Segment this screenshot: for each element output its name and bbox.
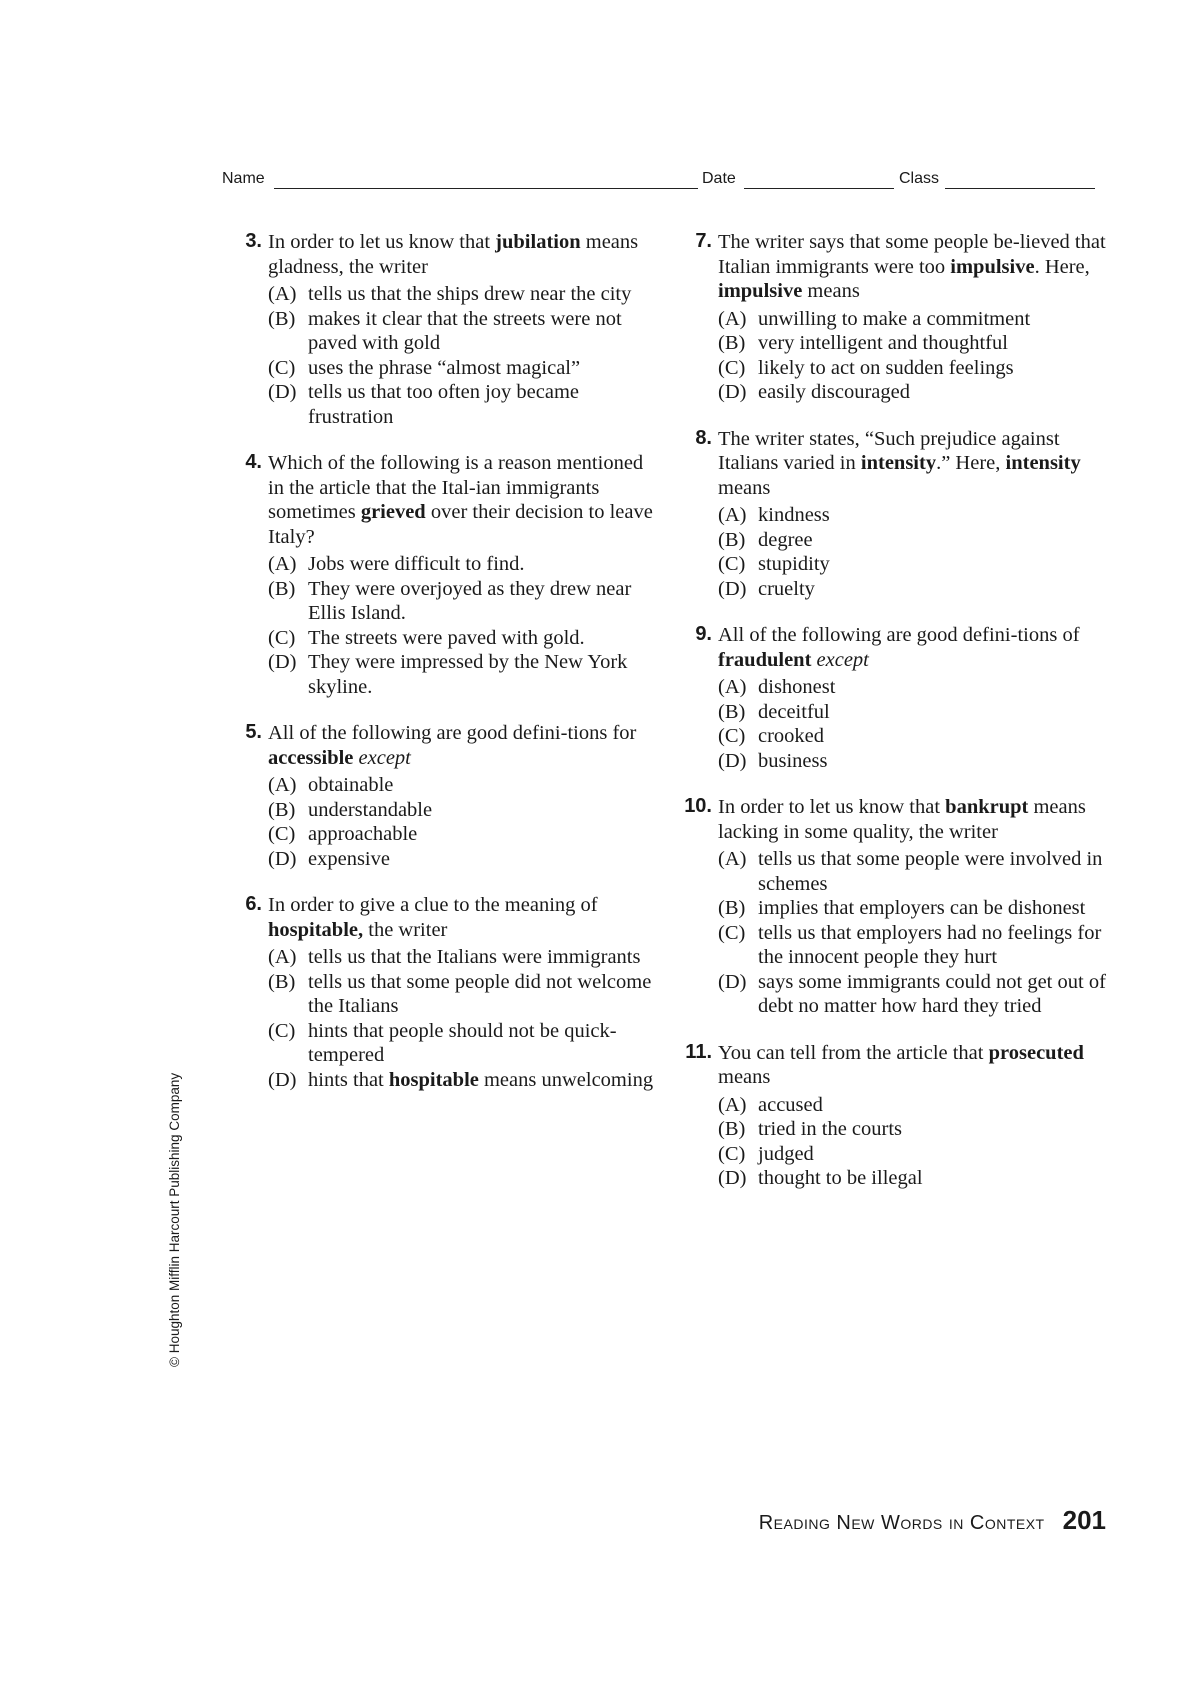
answer-option [718,970,1114,1019]
option-text [758,1118,902,1140]
text-run: . Here, [1034,255,1090,278]
vocabulary-word: jubilation [495,231,581,253]
text-run: The writer says that some people be-lieved that Italian immigrants were too [718,231,1106,278]
option-letter: (C) [718,725,746,747]
text-run: means gladness, the writer [268,231,639,278]
vocabulary-word: accessible [268,746,354,769]
name-line [274,188,698,189]
option-text [308,774,393,796]
question-number: 10. [684,795,712,817]
text-run: In order to let us know that [718,796,946,818]
option-letter: (B) [268,577,296,600]
text-run: In order to give a clue to the meaning of [268,894,598,916]
answer-option [718,577,1114,602]
text-run: tells us that too often joy became frustration [308,381,579,428]
text-run: cruelty [758,577,815,600]
answer-option [718,1117,1114,1142]
text-run: You can tell from the article that [718,1041,989,1064]
answer-options [268,773,654,871]
right-column [684,230,1114,1213]
question-11 [684,1041,1114,1191]
text-run: means [718,476,771,499]
question-text [718,1041,1114,1090]
option-text [758,701,830,723]
date-label: Date [702,170,736,187]
question-text [718,623,1114,672]
text-run: tells us that the ships drew near the city [308,283,632,305]
option-text [758,529,813,551]
vocabulary-word: hospitable, [268,918,364,941]
option-letter: (B) [718,332,746,354]
answer-option [268,798,654,823]
vocabulary-word: impulsive [950,255,1035,278]
answer-options [718,503,1114,601]
text-run: obtainable [308,774,394,796]
answer-option [718,675,1114,700]
question-number: 4. [245,451,262,473]
option-letter: (B) [268,970,296,993]
answer-options [268,282,654,429]
answer-options [268,945,654,1092]
option-text [758,308,1030,330]
option-text [758,1143,814,1165]
question-number: 7. [695,230,712,252]
date-line [744,188,894,189]
text-run: tells us that the Italians were immigrants [308,946,641,968]
question-text [268,721,654,770]
question-text [718,795,1114,844]
option-text [758,381,910,403]
option-letter: (D) [718,381,747,403]
answer-option [268,626,654,651]
option-letter: (C) [718,356,746,379]
text-run: tried in the courts [758,1118,903,1140]
question-4 [234,451,654,699]
vocabulary-word: hospitable [388,1068,479,1091]
text-run: means unwelcoming [478,1068,654,1091]
answer-option [718,1166,1114,1191]
text-run: tells us that some people did not welcome the Italians [308,970,652,1017]
option-letter: (B) [718,528,746,551]
option-letter: (B) [268,798,296,821]
emphasis-word: except [358,746,411,769]
text-run: All of the following are good defini-tions for [268,722,637,744]
option-letter: (A) [718,504,747,526]
text-run: implies that employers can be dishonest [758,897,1086,919]
text-run: In order to let us know that [268,231,496,253]
answer-options [718,1093,1114,1191]
answer-option [268,822,654,847]
option-text [758,578,815,600]
name-label: Name [222,170,265,187]
text-run: hints that [308,1068,389,1091]
vocabulary-word: bankrupt [945,796,1029,818]
option-letter: (A) [718,307,747,330]
class-label: Class [899,170,940,187]
question-5 [234,721,654,871]
answer-option [268,847,654,872]
option-text [308,799,432,821]
option-letter: (D) [268,1068,297,1091]
question-6 [234,893,654,1092]
text-run: makes it clear that the streets were not paved with gold [308,307,622,354]
text-run: over their decision to leave Italy? [268,501,653,548]
question-7 [684,230,1114,405]
option-text [308,971,651,1018]
text-run: crooked [758,725,825,747]
question-number: 6. [245,893,262,915]
question-text [268,893,654,942]
answer-option [718,749,1114,774]
option-text [308,553,525,575]
text-run: They were impressed by the New York skyline. [308,651,628,698]
option-letter: (C) [268,823,296,845]
answer-option [718,356,1114,381]
option-text [308,651,627,698]
option-text [758,750,827,772]
answer-option [268,773,654,798]
answer-option [718,1093,1114,1118]
question-text [718,427,1114,501]
option-letter: (B) [718,700,746,723]
text-run: thought to be illegal [758,1167,923,1189]
text-run: judged [758,1142,814,1165]
option-letter: (A) [268,283,297,305]
option-text [308,578,631,625]
text-run: easily discouraged [758,381,910,403]
answer-options [718,675,1114,773]
option-letter: (D) [718,577,747,600]
answer-option [268,307,654,356]
option-text [758,922,1101,969]
answer-option [268,945,654,970]
left-column [234,230,654,1114]
answer-option [718,1142,1114,1167]
option-text [308,308,622,355]
text-run: The streets were paved with gold. [308,626,585,649]
text-run: hints that people should not be quick-tempered [308,1019,617,1066]
option-text [308,1020,617,1067]
copyright-notice: © Houghton Mifflin Harcourt Publishing Company [167,1072,182,1367]
vocabulary-word: fraudulent [718,648,812,671]
option-text [308,283,631,305]
text-run: very intelligent and thoughtful [758,332,1008,354]
vocabulary-word: prosecuted [988,1041,1084,1064]
option-letter: (D) [268,651,297,673]
text-run: tells us that some people were involved in schemes [758,848,1103,895]
page-header [222,170,1096,192]
option-letter: (D) [718,749,747,772]
option-text [308,381,579,428]
text-run: dishonest [758,676,836,698]
footer-title: Reading New Words in Context [758,1512,1045,1534]
answer-option [268,577,654,626]
question-number: 5. [245,721,262,743]
answer-options [718,847,1114,1019]
answer-option [268,650,654,699]
answer-option [718,847,1114,896]
vocabulary-word: grieved [360,501,426,523]
answer-option [718,528,1114,553]
answer-options [718,307,1114,405]
text-run: All of the following are good defini-tions of [718,624,1080,646]
answer-option [718,921,1114,970]
answer-option [268,380,654,429]
option-text [758,848,1102,895]
question-number: 8. [695,426,712,449]
option-letter: (C) [268,1019,296,1042]
option-letter: (B) [718,1118,746,1140]
option-letter: (B) [718,897,746,919]
option-text [308,1069,653,1091]
text-run: .” Here, [936,452,1006,474]
answer-option [718,700,1114,725]
option-letter: (C) [268,356,296,379]
text-run: means lacking in some quality, the writer [718,796,1086,843]
emphasis-word: except [816,648,869,671]
text-run: says some immigrants could not get out of debt no matter how hard they tried [758,970,1106,1017]
option-letter: (C) [718,1142,746,1165]
text-run: tells us that employers had no feelings for the innocent people they hurt [758,921,1102,968]
text-run: accused [758,1093,823,1116]
answer-option [268,356,654,381]
option-text [758,725,824,747]
text-run: likely to act on sudden feelings [758,356,1014,379]
option-text [308,357,580,379]
option-letter: (A) [718,676,747,698]
text-run: approachable [308,823,418,845]
answer-option [718,896,1114,921]
option-text [308,627,585,649]
text-run: means [718,1066,771,1088]
vocabulary-word: intensity [1005,452,1081,474]
answer-option [268,282,654,307]
question-9 [684,623,1114,773]
answer-option [268,1019,654,1068]
question-10 [684,795,1114,1019]
answer-option [718,552,1114,577]
text-run: kindness [758,504,830,526]
answer-option [718,307,1114,332]
option-text [308,946,640,968]
option-letter: (A) [268,946,297,968]
option-text [308,823,417,845]
answer-option [718,380,1114,405]
text-run: Which of the following is a reason mentioned in the article that the Ital-ian immigrants sometimes [268,452,644,523]
option-letter: (D) [268,381,297,403]
option-text [758,553,830,575]
option-text [308,848,390,870]
option-text [758,1167,923,1189]
option-letter: (D) [268,847,297,870]
option-letter: (A) [268,774,297,796]
text-run: expensive [308,847,390,870]
text-run: the writer [363,918,448,941]
option-letter: (D) [718,970,747,993]
text-run: unwilling to make a commitment [758,307,1031,330]
answer-option [718,724,1114,749]
page-number: 201 [1062,1505,1106,1535]
answer-option [718,331,1114,356]
option-letter: (C) [718,921,746,944]
option-text [758,357,1014,379]
class-line [945,188,1095,189]
answer-option [268,970,654,1019]
question-text [268,230,654,279]
text-run: understandable [308,798,433,821]
text-run: business [758,749,828,772]
question-number: 9. [695,623,712,645]
option-letter: (B) [268,307,296,330]
question-text [268,451,654,549]
option-letter: (C) [718,553,746,575]
text-run: The writer states, “Such prejudice against Italians varied in [718,427,1060,474]
option-text [758,332,1008,354]
option-text [758,504,830,526]
text-run: stupidity [758,553,830,575]
text-run: means [802,280,860,302]
option-letter: (A) [718,848,747,870]
text-run: deceitful [758,700,830,723]
option-text [758,971,1106,1018]
option-text [758,897,1085,919]
option-text [758,1094,823,1116]
question-8 [684,427,1114,602]
question-3 [234,230,654,429]
question-number: 11. [685,1040,712,1063]
page-footer [759,1505,1106,1536]
text-run: They were overjoyed as they drew near Ellis Island. [308,577,632,624]
option-letter: (A) [268,553,297,575]
answer-options [268,552,654,699]
text-run: Jobs were difficult to find. [308,553,525,575]
option-letter: (D) [718,1167,747,1189]
question-number: 3. [245,230,262,252]
answer-option [268,1068,654,1093]
vocabulary-word: intensity [860,452,937,474]
option-letter: (A) [718,1093,747,1116]
answer-option [718,503,1114,528]
option-letter: (C) [268,626,296,649]
text-run: degree [758,528,813,551]
question-text [718,230,1114,304]
vocabulary-word: impulsive [718,280,803,302]
answer-option [268,552,654,577]
text-run: uses the phrase “almost magical” [308,356,581,379]
option-text [758,676,835,698]
